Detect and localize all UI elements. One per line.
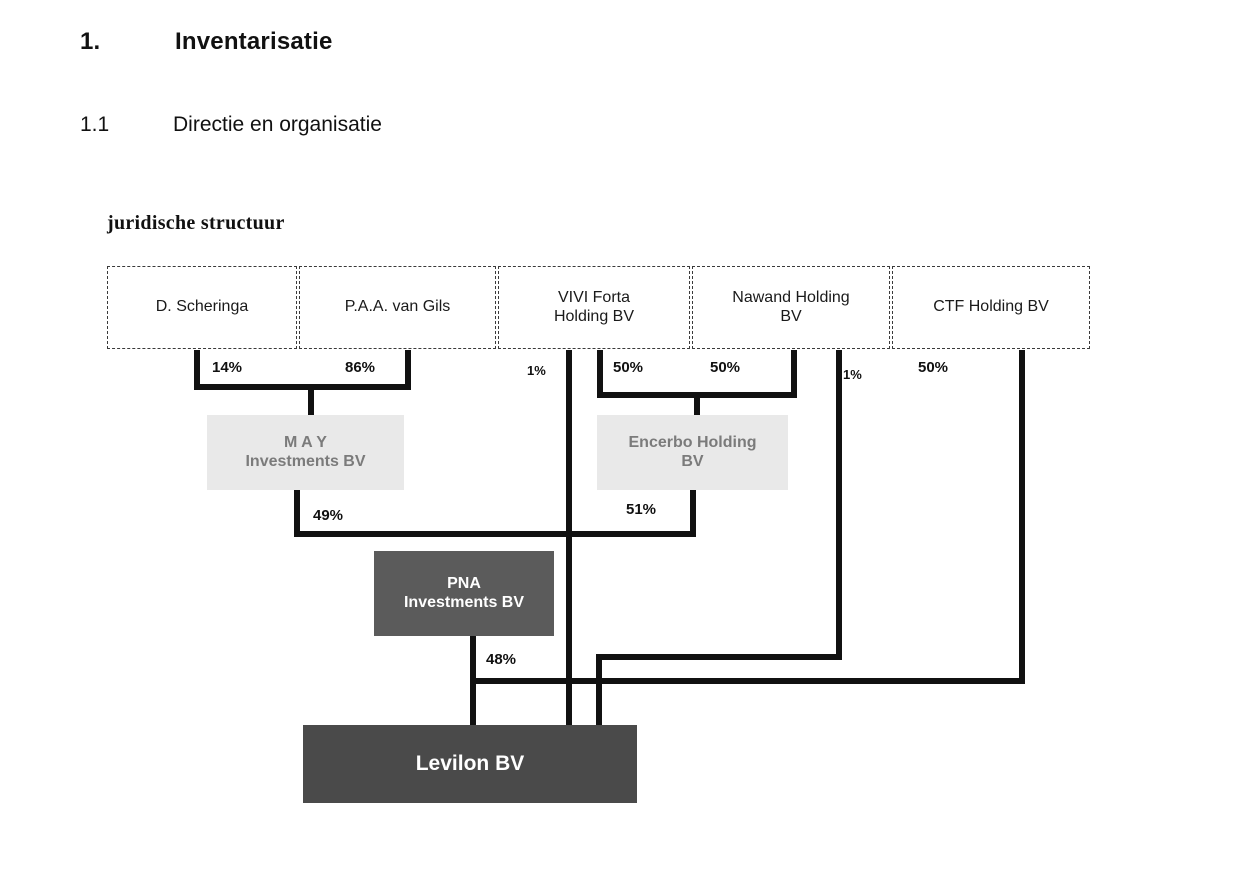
node-label <box>554 289 634 326</box>
node-vivi-forta-holding-bv[interactable] <box>498 266 690 349</box>
edge-nawand-levilon-horizontal <box>596 654 842 660</box>
edge-nawand-encerbo-vertical <box>791 350 797 398</box>
node-label-line2: Investments BV <box>245 452 366 470</box>
edge-may-stub <box>308 384 314 418</box>
edge-nawand-levilon-drop <box>596 654 602 725</box>
edge-label-50-nawand: 50% <box>710 359 741 376</box>
section-number: 1. <box>80 28 101 55</box>
node-label-line1: Encerbo Holding <box>628 434 757 452</box>
edge-encerbo-pna-horizontal <box>470 531 696 537</box>
edge-scheringa-may-horizontal <box>194 384 314 390</box>
node-label: Levilon BV <box>415 751 525 775</box>
node-label: D. Scheringa <box>155 298 249 316</box>
node-label-line2: Holding BV <box>553 307 635 325</box>
edge-vivi-levilon <box>566 350 572 725</box>
node-label-line1: VIVI Forta <box>557 289 630 307</box>
edge-ctf-levilon-horizontal <box>470 678 1025 684</box>
edge-nawand-levilon-vertical <box>836 350 842 660</box>
node-label <box>245 434 365 471</box>
edge-label-86: 86% <box>345 359 376 376</box>
node-may-investments-bv[interactable] <box>207 415 404 490</box>
node-encerbo-holding-bv[interactable] <box>597 415 788 490</box>
edge-label-50-vivi: 50% <box>613 359 644 376</box>
node-d-scheringa[interactable] <box>107 266 297 349</box>
node-label-line1: Nawand Holding <box>732 289 850 307</box>
edge-label-14: 14% <box>212 359 243 376</box>
node-label <box>629 434 757 471</box>
node-label: CTF Holding BV <box>933 298 1049 316</box>
edge-label-50-ctf: 50% <box>918 359 949 376</box>
edge-encerbo-pna-vertical <box>690 490 696 537</box>
edge-label-48: 48% <box>486 651 517 668</box>
node-levilon-bv[interactable] <box>303 725 637 803</box>
node-label <box>732 289 849 326</box>
diagram-title: juridische structuur <box>107 212 285 234</box>
edge-may-pna-horizontal <box>294 531 480 537</box>
edge-pna-levilon <box>470 636 476 728</box>
edge-label-51: 51% <box>626 501 657 518</box>
node-label-line2: Investments BV <box>403 593 525 611</box>
subsection-title: Directie en organisatie <box>173 113 382 136</box>
subsection-number: 1.1 <box>80 113 110 136</box>
edge-vangils-may-horizontal <box>308 384 411 390</box>
node-label: P.A.A. van Gils <box>344 298 451 316</box>
node-label <box>404 575 524 612</box>
node-nawand-holding-bv[interactable] <box>692 266 890 349</box>
edge-may-pna-vertical <box>294 490 300 537</box>
node-paa-van-gils[interactable] <box>299 266 496 349</box>
edge-vivi-encerbo-vertical <box>597 350 603 398</box>
node-label-line2: BV <box>780 307 802 325</box>
edge-label-1-vivi: 1% <box>527 363 546 378</box>
edge-label-1-nawand: 1% <box>843 367 862 382</box>
node-label-line1: PNA <box>447 575 481 593</box>
node-pna-investments-bv[interactable] <box>374 551 554 636</box>
node-ctf-holding-bv[interactable] <box>892 266 1090 349</box>
node-label-line1: M A Y <box>284 434 327 452</box>
edge-ctf-levilon-vertical <box>1019 350 1025 684</box>
edge-label-49: 49% <box>313 507 344 524</box>
node-label-line2: BV <box>681 452 704 470</box>
section-title: Inventarisatie <box>175 28 333 55</box>
